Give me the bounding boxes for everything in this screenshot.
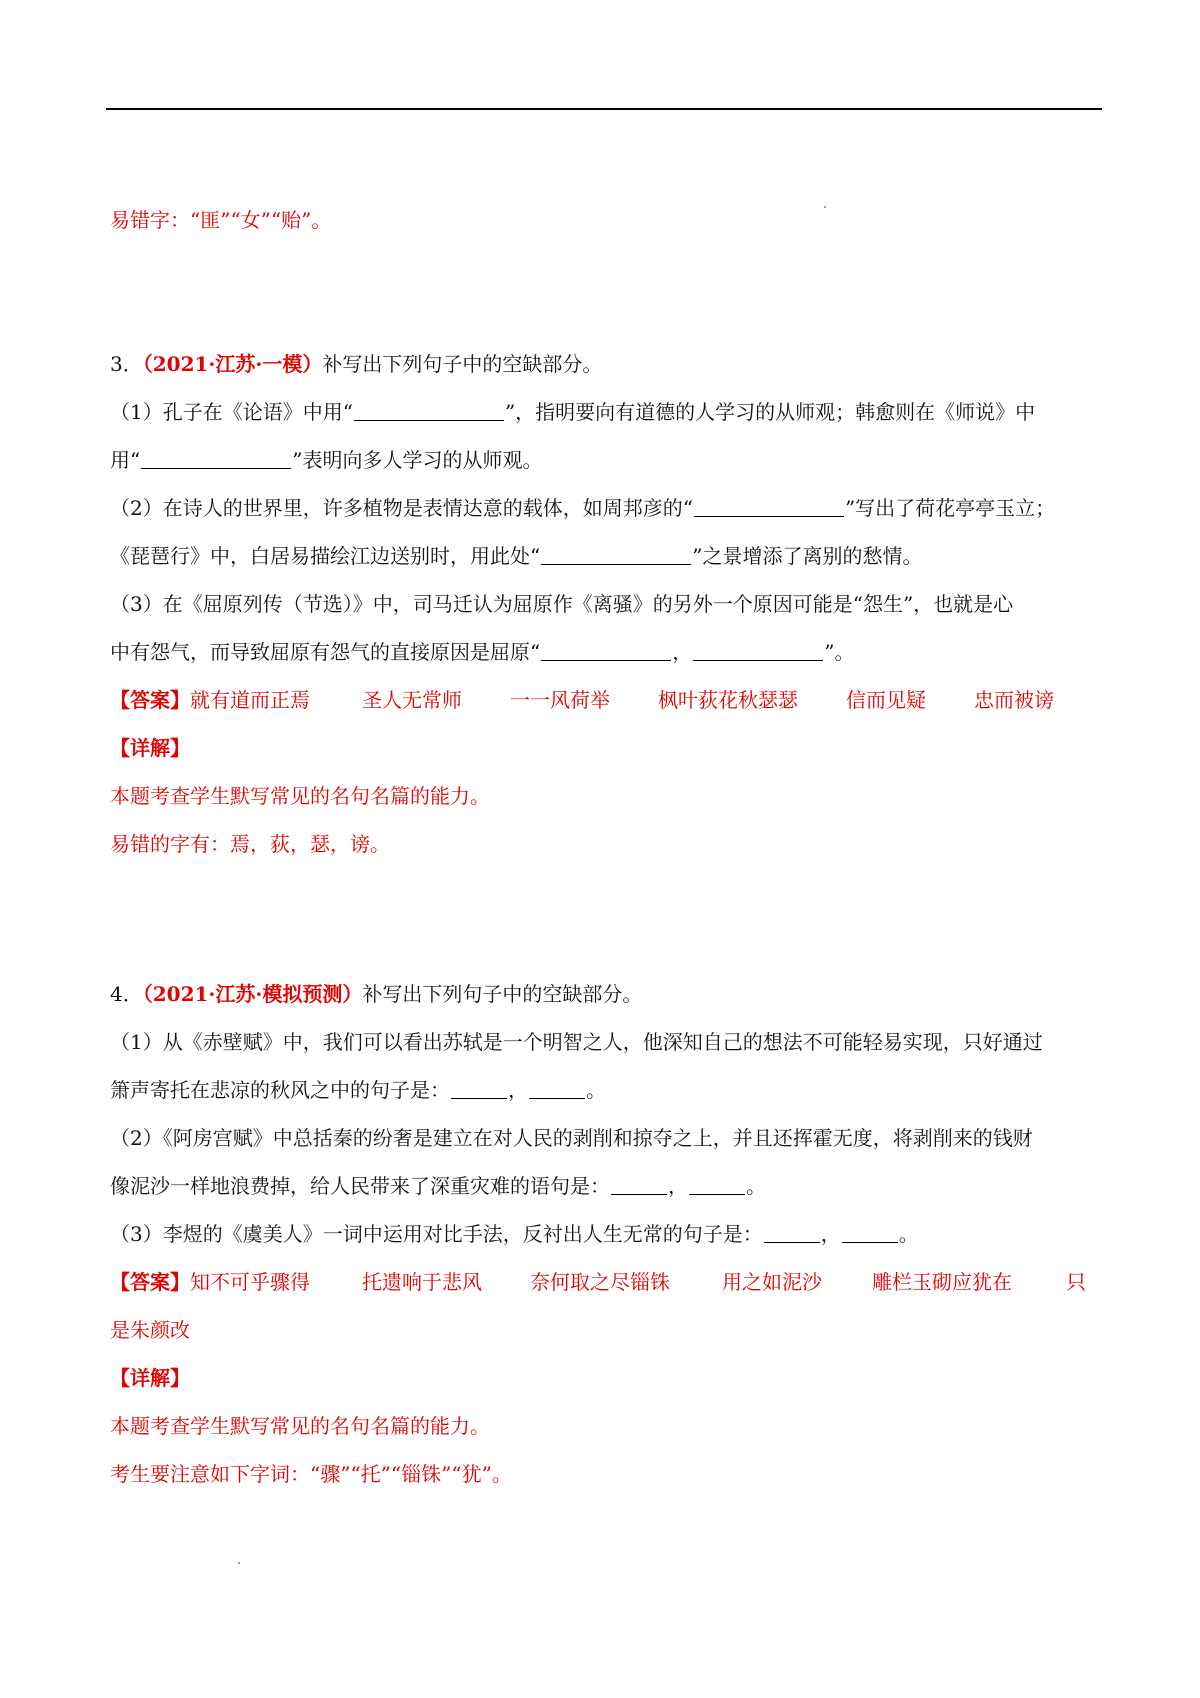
q4-stem: 补写出下列句子中的空缺部分。 [362, 982, 643, 1006]
fill-blank [541, 544, 691, 565]
fill-blank [451, 1078, 507, 1099]
q3-sub2-line2: 《琵琶行》中，白居易描绘江边送别时，用此处“ ”之景增添了离别的愁情。 [110, 544, 923, 568]
q4-heading [110, 980, 642, 1008]
answer-item: 奈何取之尽锱铢 [530, 1270, 670, 1294]
q3-sub3-line2: 中有怨气，而导致屈原有怨气的直接原因是屈原“ ， ”。 [110, 640, 855, 664]
q4-sub2-line2: 像泥沙一样地浪费掉，给人民带来了深重灾难的语句是： ， 。 [110, 1174, 766, 1198]
q4-sub3: （3）李煜的《虞美人》一词中运用对比手法，反衬出人生无常的句子是： ， 。 [110, 1222, 919, 1246]
stray-dot [238, 1562, 240, 1564]
q4-answer-wrap: 是朱颜改 [110, 1318, 190, 1342]
q3-detail-label: 【详解】 [110, 736, 190, 760]
q3-number: 3． [110, 352, 143, 376]
q4-answer [110, 1268, 1086, 1296]
answer-item: 忠而被谤 [974, 688, 1054, 712]
answer-label: 【答案】 [110, 1270, 190, 1294]
q3-heading [110, 350, 602, 378]
answer-item: 只 [1066, 1270, 1086, 1294]
q4-sub1-line2: 箫声寄托在悲凉的秋风之中的句子是： ， 。 [110, 1078, 606, 1102]
fill-blank [354, 400, 504, 421]
q3-sub2-line1: （2）在诗人的世界里，许多植物是表情达意的载体，如周邦彦的“ ”写出了荷花亭亭玉立； [110, 496, 1056, 520]
stray-dot [824, 206, 826, 208]
header-rule [106, 108, 1102, 110]
q4-detail-label: 【详解】 [110, 1366, 190, 1390]
q4-number: 4． [110, 982, 143, 1006]
answer-item: 圣人无常师 [362, 688, 462, 712]
answer-item: 信而见疑 [846, 688, 926, 712]
answer-item: 知不可乎骤得 [190, 1270, 310, 1294]
q4-sub1-line1: （1）从《赤壁赋》中，我们可以看出苏轼是一个明智之人，他深知自己的想法不可能轻易实现，只好通过 [110, 1030, 1043, 1054]
fill-blank [611, 1174, 667, 1195]
q3-detail-2: 易错的字有：焉，荻，瑟，谤。 [110, 832, 390, 856]
q3-sub1-line1: （1）孔子在《论语》中用“ ”，指明要向有道德的人学习的从师观；韩愈则在《师说》中 [110, 400, 1036, 424]
q3-stem: 补写出下列句子中的空缺部分。 [322, 352, 603, 376]
fill-blank [541, 640, 671, 661]
q3-sub3-line1: （3）在《屈原列传（节选）》中，司马迁认为屈原作《离骚》的另外一个原因可能是“怨生”，也就是心 [110, 592, 1014, 616]
q4-sub2-line1: （2）《阿房宫赋》中总括秦的纷奢是建立在对人民的剥削和掠夺之上，并且还挥霍无度，将剥削来的钱财 [110, 1126, 1033, 1150]
fill-blank [529, 1078, 585, 1099]
answer-item: 雕栏玉砌应犹在 [872, 1270, 1012, 1294]
fill-blank [764, 1222, 820, 1243]
q3-source: （2021·江苏·一模） [142, 352, 323, 376]
q3-detail-1: 本题考查学生默写常见的名句名篇的能力。 [110, 784, 490, 808]
answer-item: 就有道而正焉 [190, 688, 310, 712]
q2-wrong-chars: 易错字：“匪”“女”“贻”。 [110, 208, 332, 232]
answer-item: 枫叶荻花秋瑟瑟 [658, 688, 798, 712]
fill-blank [693, 640, 823, 661]
q4-detail-2: 考生要注意如下字词：“骤”“托”“锱铢”“犹”。 [110, 1462, 512, 1486]
fill-blank [141, 448, 291, 469]
fill-blank [694, 496, 844, 517]
answer-item: 托遗响于悲风 [362, 1270, 482, 1294]
q3-sub1-line2: 用“ ”表明向多人学习的从师观。 [110, 448, 543, 472]
answer-item: 一一风荷举 [510, 688, 610, 712]
fill-blank [842, 1222, 898, 1243]
answer-label: 【答案】 [110, 688, 190, 712]
q3-answer [110, 686, 1054, 714]
answer-item: 用之如泥沙 [722, 1270, 822, 1294]
fill-blank [689, 1174, 745, 1195]
q4-detail-1: 本题考查学生默写常见的名句名篇的能力。 [110, 1414, 490, 1438]
q4-source: （2021·江苏·模拟预测） [142, 982, 363, 1006]
